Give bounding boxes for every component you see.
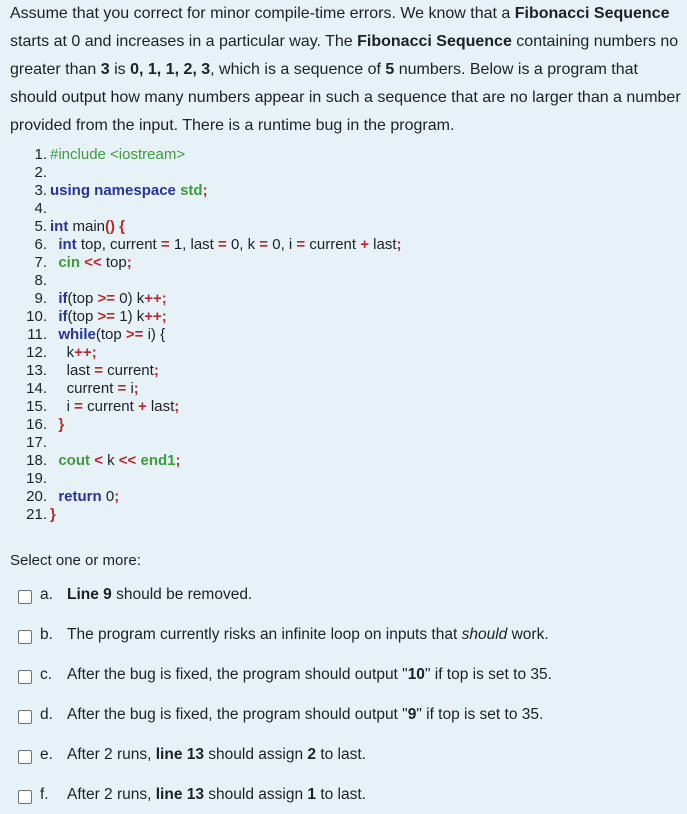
option-b-checkbox[interactable] [18,630,32,644]
option-letter: e. [40,746,53,763]
code-line-11: 11. while(top >= i) { [27,326,166,343]
option-e-checkbox[interactable] [18,750,32,764]
code-listing [22,146,402,524]
question-line-5: provided from the input. There is a runtime bug in the program. [10,117,455,134]
code-line-7: 7. cin << top; [34,254,132,271]
code-line-18: 18. cout < k << end1; [26,452,181,469]
option-text: After the bug is fixed, the program should output "9" if top is set to 35. [67,706,544,723]
code-line-21: 21. } [26,506,56,523]
option-letter: d. [40,706,53,723]
code-line-1: 1. #include <iostream> [34,146,186,163]
code-line-4: 4. [34,200,47,217]
code-line-10: 10. if(top >= 1) k++; [26,308,167,325]
code-line-8: 8. [34,272,47,289]
code-line-19: 19. [26,470,47,487]
code-line-12: 12. k++; [26,344,97,361]
code-line-14: 14. current = i; [26,380,139,397]
option-text: After 2 runs, line 13 should assign 1 to last. [67,786,366,803]
option-c-checkbox[interactable] [18,670,32,684]
option-text: Line 9 should be removed. [67,586,253,603]
option-letter: c. [40,666,53,683]
question-line-2: starts at 0 and increases in a particular way. The Fibonacci Sequence containing numbers no [10,33,679,50]
code-line-16: 16. } [26,416,65,433]
option-text: The program currently risks an infinite loop on inputs that should work. [67,626,549,643]
code-line-15: 15. i = current + last; [26,398,180,415]
option-letter: b. [40,626,53,643]
question-line-3: greater than 3 is 0, 1, 1, 2, 3, which is a sequence of 5 numbers. Below is a program that [10,61,638,78]
code-line-6: 6. int top, current = 1, last = 0, k = 0, i = current + last; [34,236,402,253]
option-text: After 2 runs, line 13 should assign 2 to last. [67,746,366,763]
question-text [10,0,682,140]
option-letter: a. [40,586,53,603]
code-line-9: 9. if(top >= 0) k++; [34,290,167,307]
option-d-checkbox[interactable] [18,710,32,724]
question-line-4: should output how many numbers appear in such a sequence that are no larger than a number [10,89,681,106]
question-line-1: Assume that you correct for minor compile-time errors. We know that a Fibonacci Sequence [10,5,670,22]
code-line-5: 5. int main() { [34,218,126,235]
code-line-2: 2. [34,164,47,181]
code-line-17: 17. [26,434,47,451]
code-line-20: 20. return 0; [26,488,120,505]
code-line-13: 13. last = current; [26,362,159,379]
option-a-checkbox[interactable] [18,590,32,604]
select-prompt: Select one or more: [10,552,141,569]
code-line-3: 3. using namespace std; [34,182,208,199]
option-f-checkbox[interactable] [18,790,32,804]
option-letter: f. [40,786,49,803]
option-text: After the bug is fixed, the program should output "10" if top is set to 35. [67,666,552,683]
